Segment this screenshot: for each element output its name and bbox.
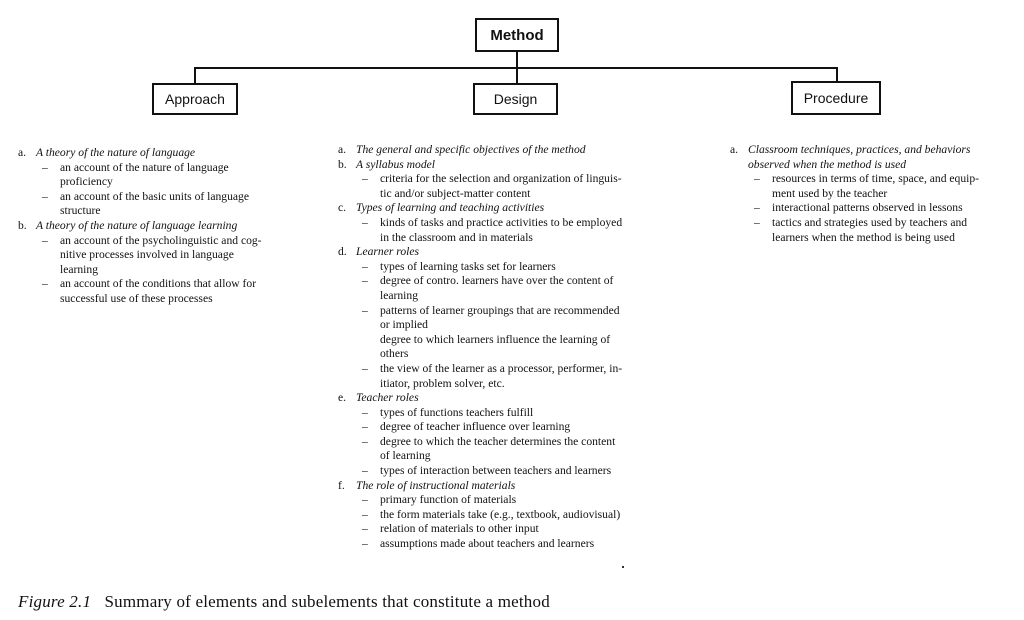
figure-caption: [18, 592, 550, 612]
list-item-line: [356, 522, 683, 537]
list-item-line: [748, 216, 1020, 231]
dash-bullet-icon: –: [362, 361, 368, 375]
connector-root-down: [516, 52, 518, 68]
list-item-line: [356, 333, 683, 348]
section-letter: a.: [338, 143, 347, 156]
procedure-box: Procedure: [791, 81, 881, 115]
list-item-line: [356, 347, 683, 362]
dash-bullet-icon: –: [362, 493, 368, 507]
approach-column: [18, 146, 318, 307]
list-item-text: learning: [380, 288, 418, 302]
design-section: [338, 158, 683, 202]
section-heading: Types of learning and teaching activities: [356, 201, 545, 215]
list-item-line: [356, 216, 683, 231]
list-item-text: patterns of learner groupings that are recommended: [380, 303, 620, 317]
list-item-text: kinds of tasks and practice activities to be employed: [380, 215, 623, 229]
dash-bullet-icon: –: [362, 507, 368, 521]
list-item-text: degree to which the teacher determines the content: [380, 434, 616, 448]
section-heading: Teacher roles: [356, 391, 419, 405]
figure-number: Figure 2.1: [18, 592, 92, 611]
method-box: Method: [475, 18, 559, 52]
dash-bullet-icon: –: [362, 215, 368, 229]
list-item: [36, 234, 318, 278]
list-item-text: an account of the conditions that allow for: [60, 277, 257, 291]
list-item-text: others: [380, 347, 409, 361]
list-item-text: an account of the basic units of language: [60, 189, 249, 203]
procedure-column: [730, 143, 1020, 245]
list-item: [748, 216, 1020, 245]
list-item: [748, 172, 1020, 201]
list-item-text: types of learning tasks set for learners: [380, 259, 556, 273]
dash-bullet-icon: –: [42, 189, 48, 203]
list-item-text: criteria for the selection and organization of linguis-: [380, 172, 622, 186]
approach-section: [18, 219, 318, 307]
section-heading-line: Classroom techniques, practices, and behaviors: [748, 143, 971, 156]
list-item: [748, 201, 1020, 216]
list-item-line: [356, 172, 683, 187]
list-item-text: degree to which learners influence the learning of: [380, 332, 611, 346]
list-item-line: [356, 449, 683, 464]
list-item-text: tic and/or subject-matter content: [380, 186, 531, 200]
list-item-line: [356, 493, 683, 508]
list-item-line: [356, 377, 683, 392]
dash-bullet-icon: –: [362, 405, 368, 419]
section-heading-line: observed when the method is used: [748, 157, 907, 171]
design-section: [338, 479, 683, 552]
list-item-line: [356, 435, 683, 450]
list-item: [36, 161, 318, 190]
list-item-line: [356, 187, 683, 202]
section-heading: Learner roles: [356, 245, 420, 259]
list-item-text: relation of materials to other input: [380, 522, 539, 536]
section-letter: f.: [338, 478, 345, 492]
design-section: [338, 391, 683, 479]
design-section: [338, 245, 683, 391]
dash-bullet-icon: –: [754, 215, 760, 229]
list-item-line: [748, 172, 1020, 187]
list-item-line: [36, 277, 318, 292]
list-item: [356, 406, 683, 421]
approach-section: [18, 146, 318, 219]
list-item-text: learners when the method is being used: [772, 230, 955, 244]
design-section: [338, 201, 683, 245]
list-item-text: in the classroom and in materials: [380, 230, 533, 244]
section-letter: a.: [730, 143, 739, 156]
list-item: [356, 260, 683, 275]
section-letter: d.: [338, 245, 347, 259]
list-item-text: primary function of materials: [380, 493, 517, 507]
design-box: Design: [473, 83, 558, 115]
list-item: [356, 304, 683, 362]
list-item-text: proficiency: [60, 175, 113, 189]
stray-mark: [622, 566, 624, 568]
list-item-text: types of interaction between teachers and learners: [380, 464, 612, 478]
list-item-line: [36, 248, 318, 263]
list-item: [356, 420, 683, 435]
connector-design: [516, 67, 518, 83]
list-item-line: [748, 201, 1020, 216]
list-item-text: assumptions made about teachers and learners: [380, 537, 595, 551]
dash-bullet-icon: –: [42, 160, 48, 174]
list-item-text: degree of teacher influence over learning: [380, 420, 571, 434]
section-heading: A syllabus model: [356, 157, 436, 171]
list-item: [356, 537, 683, 552]
list-item-line: [36, 161, 318, 176]
list-item-text: nitive processes involved in language: [60, 248, 234, 262]
section-heading: The general and specific objectives of the method: [356, 143, 586, 156]
list-item-text: resources in terms of time, space, and equip-: [772, 172, 980, 186]
list-item: [356, 216, 683, 245]
list-item-text: the view of the learner as a processor, performer, in-: [380, 361, 623, 375]
list-item-line: [356, 304, 683, 319]
section-letter: a.: [18, 146, 27, 159]
list-item: [356, 435, 683, 464]
section-heading: A theory of the nature of language: [36, 146, 196, 159]
design-column: [338, 143, 683, 552]
list-item-line: [356, 274, 683, 289]
dash-bullet-icon: –: [754, 201, 760, 215]
list-item-text: interactional patterns observed in lessons: [772, 201, 963, 215]
list-item: [356, 522, 683, 537]
list-item-text: types of functions teachers fulfill: [380, 405, 534, 419]
dash-bullet-icon: –: [362, 259, 368, 273]
list-item-line: [356, 464, 683, 479]
list-item-line: [356, 231, 683, 246]
list-item-line: [356, 289, 683, 304]
design-section: [338, 143, 683, 158]
section-letter: b.: [338, 157, 347, 171]
connector-procedure: [836, 67, 838, 81]
list-item-line: [36, 175, 318, 190]
list-item-text: ment used by the teacher: [772, 186, 888, 200]
list-item-line: [356, 508, 683, 523]
list-item: [356, 362, 683, 391]
list-item-text: or implied: [380, 318, 428, 332]
list-item-line: [356, 362, 683, 377]
list-item: [356, 172, 683, 201]
list-item-text: an account of the nature of language: [60, 160, 229, 174]
list-item-line: [36, 234, 318, 249]
list-item-line: [356, 318, 683, 333]
caption-text: Summary of elements and subelements that constitute a method: [104, 592, 550, 611]
list-item-text: degree of contro. learners have over the content of: [380, 274, 614, 288]
dash-bullet-icon: –: [362, 464, 368, 478]
list-item-text: an account of the psycholinguistic and cog-: [60, 233, 262, 247]
list-item-line: [356, 420, 683, 435]
section-letter: e.: [338, 391, 347, 405]
connector-approach: [194, 67, 196, 83]
list-item-text: successful use of these processes: [60, 291, 213, 305]
list-item-text: learning: [60, 262, 98, 276]
dash-bullet-icon: –: [362, 522, 368, 536]
dash-bullet-icon: –: [42, 233, 48, 247]
dash-bullet-icon: –: [362, 303, 368, 317]
dash-bullet-icon: –: [362, 274, 368, 288]
list-item-line: [36, 263, 318, 278]
list-item-text: of learning: [380, 449, 431, 463]
list-item-line: [356, 260, 683, 275]
list-item: [356, 508, 683, 523]
list-item-line: [36, 204, 318, 219]
dash-bullet-icon: –: [362, 434, 368, 448]
section-letter: b.: [18, 218, 27, 232]
dash-bullet-icon: –: [362, 537, 368, 551]
list-item: [36, 190, 318, 219]
list-item-line: [356, 537, 683, 552]
list-item-line: [36, 190, 318, 205]
list-item-text: the form materials take (e.g., textbook, audiovisual): [380, 507, 621, 521]
list-item-line: [748, 231, 1020, 246]
list-item: [36, 277, 318, 306]
list-item: [356, 274, 683, 303]
dash-bullet-icon: –: [754, 172, 760, 186]
dash-bullet-icon: –: [42, 277, 48, 291]
list-item-text: structure: [60, 204, 101, 218]
procedure-section: [730, 143, 1020, 245]
list-item-text: tactics and strategies used by teachers and: [772, 215, 968, 229]
section-heading: The role of instructional materials: [356, 478, 516, 492]
section-letter: c.: [338, 201, 347, 215]
list-item-line: [356, 406, 683, 421]
dash-bullet-icon: –: [362, 420, 368, 434]
list-item: [356, 464, 683, 479]
dash-bullet-icon: –: [362, 172, 368, 186]
list-item-line: [36, 292, 318, 307]
list-item-text: itiator, problem solver, etc.: [380, 376, 505, 390]
list-item-line: [748, 187, 1020, 202]
list-item: [356, 493, 683, 508]
approach-box: Approach: [152, 83, 238, 115]
section-heading: A theory of the nature of language learning: [36, 218, 238, 232]
